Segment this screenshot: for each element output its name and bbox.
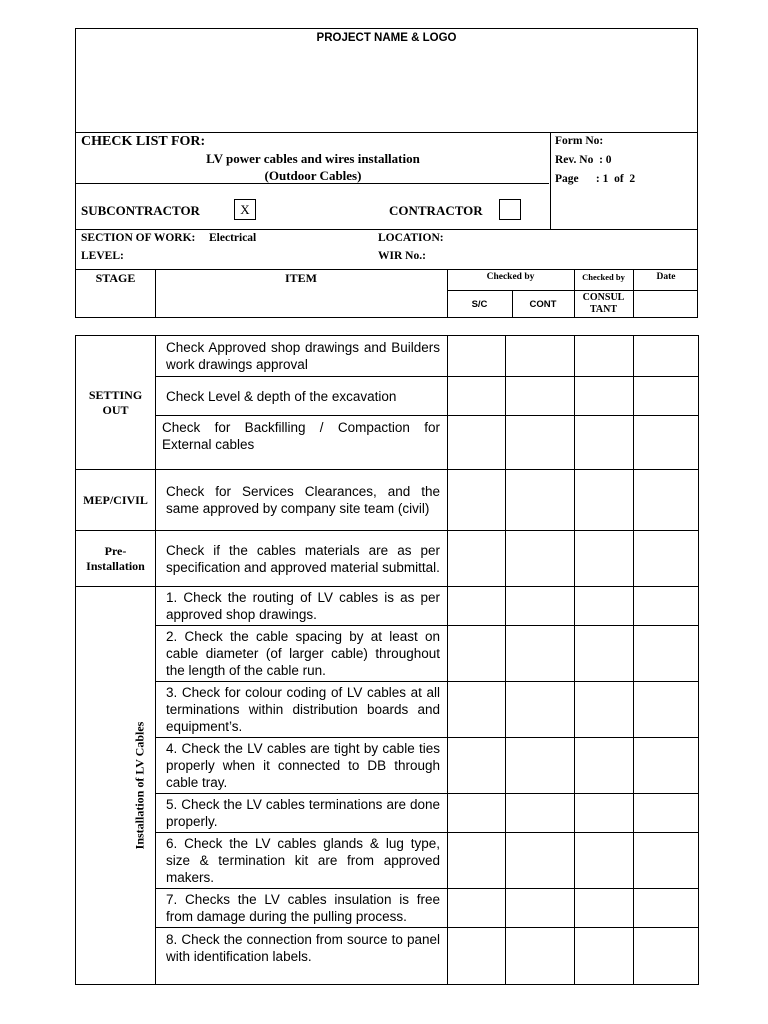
column-header-consultant: CONSUL TANT xyxy=(582,292,625,315)
consultant-check-cell[interactable] xyxy=(575,928,634,985)
cont-check-cell[interactable] xyxy=(506,470,575,531)
consultant-check-cell[interactable] xyxy=(575,587,634,626)
level-label: LEVEL: xyxy=(81,250,124,262)
divider xyxy=(550,132,551,229)
stage-installation-cell xyxy=(76,587,156,985)
table-row xyxy=(76,531,699,587)
subcontractor-label: SUBCONTRACTOR xyxy=(81,203,200,218)
item-cell: 3. Check for colour coding of LV cables at all terminations within distribution boards and equipment’s. xyxy=(156,682,448,738)
sc-check-cell[interactable] xyxy=(448,377,506,416)
date-cell[interactable] xyxy=(634,336,699,377)
item-cell: Check for Services Clearances, and the same approved by company site team (civil) xyxy=(156,470,448,531)
cont-check-cell[interactable] xyxy=(506,889,575,928)
table-row xyxy=(76,587,699,626)
sc-check-cell[interactable] xyxy=(448,416,506,470)
date-cell[interactable] xyxy=(634,531,699,587)
cont-check-cell[interactable] xyxy=(506,587,575,626)
subcontractor-checkbox[interactable]: X xyxy=(234,199,256,220)
date-cell[interactable] xyxy=(634,889,699,928)
table-row xyxy=(76,336,699,377)
sc-check-cell[interactable] xyxy=(448,833,506,889)
date-cell[interactable] xyxy=(634,626,699,682)
table-row xyxy=(76,416,699,470)
sc-check-cell[interactable] xyxy=(448,587,506,626)
sc-check-cell[interactable] xyxy=(448,470,506,531)
date-cell[interactable] xyxy=(634,682,699,738)
column-header-date: Date xyxy=(656,272,676,282)
consultant-check-cell[interactable] xyxy=(575,531,634,587)
cont-check-cell[interactable] xyxy=(506,833,575,889)
table-row xyxy=(76,377,699,416)
checklist-title: LV power cables and wires installation xyxy=(206,151,420,166)
item-cell: 8. Check the connection from source to panel with identification labels. xyxy=(156,928,448,985)
date-cell[interactable] xyxy=(634,470,699,531)
sc-check-cell[interactable] xyxy=(448,626,506,682)
wir-label: WIR No.: xyxy=(378,250,426,262)
table-row xyxy=(76,626,699,682)
page-number: Page : 1 of 2 xyxy=(555,173,636,185)
sc-check-cell[interactable] xyxy=(448,889,506,928)
consultant-check-cell[interactable] xyxy=(575,889,634,928)
table-row xyxy=(76,682,699,738)
item-cell: 1. Check the routing of LV cables is as per approved shop drawings. xyxy=(156,587,448,626)
divider xyxy=(76,229,697,230)
item-cell: Check if the cables materials are as per specification and approved material submittal. xyxy=(156,531,448,587)
location-label: LOCATION: xyxy=(378,232,444,244)
cont-check-cell[interactable] xyxy=(506,416,575,470)
date-cell[interactable] xyxy=(634,587,699,626)
section-of-work-value: Electrical xyxy=(209,232,257,244)
sc-check-cell[interactable] xyxy=(448,336,506,377)
consultant-check-cell[interactable] xyxy=(575,682,634,738)
stage-pre-installation: Pre-Installation xyxy=(76,531,156,587)
table-row xyxy=(76,928,699,985)
date-cell[interactable] xyxy=(634,794,699,833)
consultant-check-cell[interactable] xyxy=(575,336,634,377)
sc-check-cell[interactable] xyxy=(448,531,506,587)
item-cell: 4. Check the LV cables are tight by cable ties properly when it connected to DB through cable tray. xyxy=(156,738,448,794)
table-row xyxy=(76,889,699,928)
consultant-check-cell[interactable] xyxy=(575,377,634,416)
checklist-label: CHECK LIST FOR: xyxy=(81,134,206,149)
consultant-check-cell[interactable] xyxy=(575,794,634,833)
divider xyxy=(76,132,697,133)
consultant-check-cell[interactable] xyxy=(575,626,634,682)
date-cell[interactable] xyxy=(634,738,699,794)
checklist-table xyxy=(75,335,699,985)
column-header-item: ITEM xyxy=(284,271,317,285)
stage-setting-out: SETTING OUT xyxy=(76,336,156,470)
section-of-work-label: SECTION OF WORK: xyxy=(81,232,196,244)
cont-check-cell[interactable] xyxy=(506,928,575,985)
cont-check-cell[interactable] xyxy=(506,377,575,416)
table-row xyxy=(76,738,699,794)
consultant-check-cell[interactable] xyxy=(575,416,634,470)
table-row xyxy=(76,833,699,889)
consultant-check-cell[interactable] xyxy=(575,738,634,794)
stage-mep-civil: MEP/CIVIL xyxy=(76,470,156,531)
divider xyxy=(76,269,697,270)
cont-check-cell[interactable] xyxy=(506,794,575,833)
column-header-sc: S/C xyxy=(471,299,488,310)
item-cell: 7. Checks the LV cables insulation is free from damage during the pulling process. xyxy=(156,889,448,928)
sc-check-cell[interactable] xyxy=(448,794,506,833)
consultant-check-cell[interactable] xyxy=(575,833,634,889)
form-number: Form No: xyxy=(555,135,604,147)
date-cell[interactable] xyxy=(634,377,699,416)
cont-check-cell[interactable] xyxy=(506,531,575,587)
revision-number: Rev. No : 0 xyxy=(555,154,612,166)
form-header xyxy=(75,28,698,318)
table-row xyxy=(76,470,699,531)
cont-check-cell[interactable] xyxy=(506,336,575,377)
item-cell: Check for Backfilling / Compaction for External cables xyxy=(156,416,448,470)
sc-check-cell[interactable] xyxy=(448,738,506,794)
column-header-checked-by: Checked by xyxy=(486,272,535,282)
sc-check-cell[interactable] xyxy=(448,682,506,738)
date-cell[interactable] xyxy=(634,833,699,889)
table-row xyxy=(76,794,699,833)
item-cell: Check Level & depth of the excavation xyxy=(156,377,448,416)
contractor-checkbox[interactable] xyxy=(499,199,521,220)
cont-check-cell[interactable] xyxy=(506,682,575,738)
stage-installation: Installation of LV Cables xyxy=(132,721,147,850)
consultant-check-cell[interactable] xyxy=(575,470,634,531)
cont-check-cell[interactable] xyxy=(506,738,575,794)
date-cell[interactable] xyxy=(634,416,699,470)
column-header-cont: CONT xyxy=(529,299,557,310)
item-cell: 5. Check the LV cables terminations are done properly. xyxy=(156,794,448,833)
project-title: PROJECT NAME & LOGO xyxy=(316,32,457,44)
sc-check-cell[interactable] xyxy=(448,928,506,985)
item-cell: 2. Check the cable spacing by at least on cable diameter (of larger cable) throughout the length of the cable run. xyxy=(156,626,448,682)
divider xyxy=(447,290,697,291)
item-cell: 6. Check the LV cables glands & lug type, size & termination kit are from approved makers. xyxy=(156,833,448,889)
contractor-label: CONTRACTOR xyxy=(389,203,483,218)
column-header-checked-by-consultant: Checked by xyxy=(582,272,625,282)
cont-check-cell[interactable] xyxy=(506,626,575,682)
item-cell: Check Approved shop drawings and Builders work drawings approval xyxy=(156,336,448,377)
column-header-stage: STAGE xyxy=(95,271,136,285)
date-cell[interactable] xyxy=(634,928,699,985)
checklist-subtitle: (Outdoor Cables) xyxy=(264,168,362,183)
